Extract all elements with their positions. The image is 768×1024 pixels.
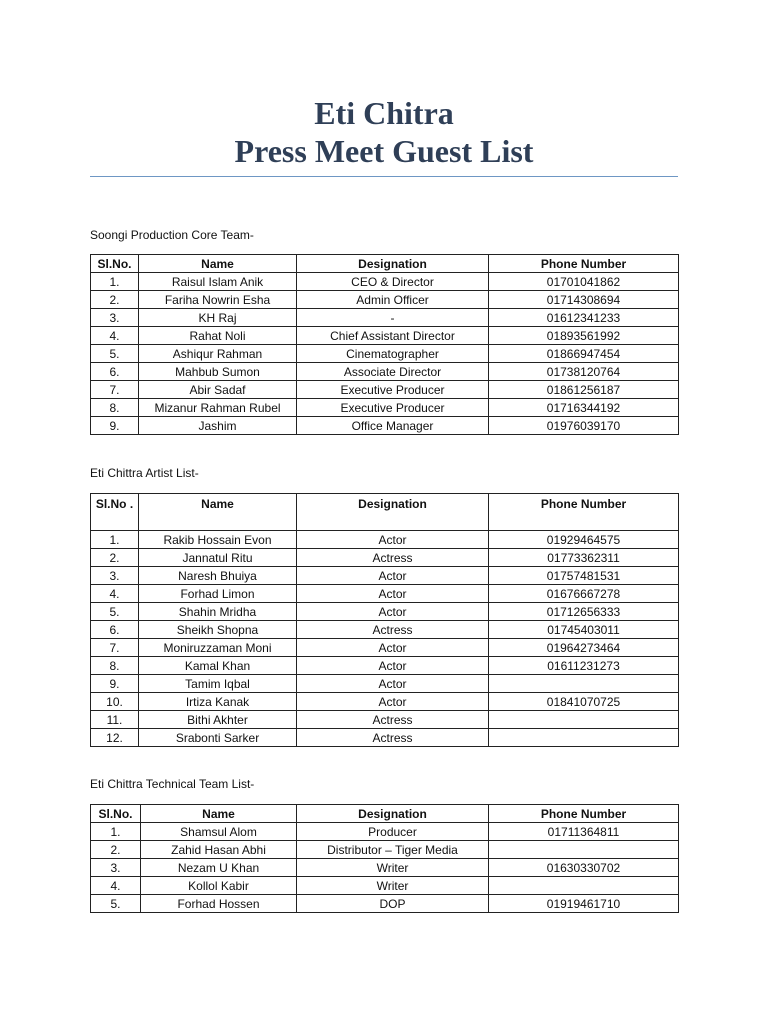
table-row: [91, 273, 679, 291]
cell-slno: 5.: [91, 895, 141, 913]
cell-name: Nezam U Khan: [141, 859, 297, 877]
table-row: [91, 309, 679, 327]
cell-designation: Writer: [297, 859, 489, 877]
cell-phone: 01745403011: [489, 621, 679, 639]
table-row: [91, 895, 679, 913]
cell-phone: 01611231273: [489, 657, 679, 675]
cell-phone: [489, 841, 679, 859]
column-header-phone: Phone Number: [489, 494, 679, 531]
table-row: [91, 841, 679, 859]
cell-designation: CEO & Director: [297, 273, 489, 291]
cell-slno: 7.: [91, 639, 139, 657]
cell-phone: 01701041862: [489, 273, 679, 291]
cell-name: Jannatul Ritu: [139, 549, 297, 567]
table-row: [91, 549, 679, 567]
cell-phone: 01919461710: [489, 895, 679, 913]
cell-designation: Writer: [297, 877, 489, 895]
cell-designation: Cinematographer: [297, 345, 489, 363]
cell-name: Kollol Kabir: [141, 877, 297, 895]
document-title: Eti Chitra: [314, 95, 454, 131]
cell-designation: Actor: [297, 567, 489, 585]
table-row: [91, 291, 679, 309]
table-row: [91, 657, 679, 675]
section-heading-technical-team: Eti Chittra Technical Team List-: [90, 777, 255, 791]
cell-slno: 10.: [91, 693, 139, 711]
table-row: [91, 381, 679, 399]
cell-designation: Actress: [297, 711, 489, 729]
cell-name: Mahbub Sumon: [139, 363, 297, 381]
cell-phone: 01929464575: [489, 531, 679, 549]
column-header-name: Name: [139, 494, 297, 531]
cell-slno: 5.: [91, 603, 139, 621]
cell-designation: Actor: [297, 657, 489, 675]
artist-list-table: [90, 493, 679, 747]
cell-phone: 01893561992: [489, 327, 679, 345]
cell-phone: 01964273464: [489, 639, 679, 657]
cell-name: Shamsul Alom: [141, 823, 297, 841]
cell-designation: Actor: [297, 639, 489, 657]
column-header-name: Name: [139, 255, 297, 273]
cell-slno: 9.: [91, 675, 139, 693]
column-header-designation: Designation: [297, 494, 489, 531]
cell-name: Rahat Noli: [139, 327, 297, 345]
table-row: [91, 417, 679, 435]
cell-slno: 5.: [91, 345, 139, 363]
table-row: [91, 711, 679, 729]
table-row: [91, 585, 679, 603]
table-row: [91, 693, 679, 711]
document-subtitle: Press Meet Guest List: [234, 133, 534, 169]
table-row: [91, 729, 679, 747]
column-header-slno: Sl.No.: [91, 255, 139, 273]
cell-name: Rakib Hossain Evon: [139, 531, 297, 549]
technical-team-table: [90, 804, 679, 913]
cell-designation: Actor: [297, 603, 489, 621]
cell-phone: [489, 729, 679, 747]
section-heading-core-team: Soongi Production Core Team-: [90, 228, 254, 242]
column-header-phone: Phone Number: [489, 805, 679, 823]
cell-name: Naresh Bhuiya: [139, 567, 297, 585]
table-row: [91, 363, 679, 381]
table-row: [91, 567, 679, 585]
cell-slno: 8.: [91, 657, 139, 675]
cell-phone: 01841070725: [489, 693, 679, 711]
cell-designation: Office Manager: [297, 417, 489, 435]
cell-slno: 2.: [91, 841, 141, 859]
cell-name: Jashim: [139, 417, 297, 435]
cell-phone: 01866947454: [489, 345, 679, 363]
cell-designation: Actor: [297, 693, 489, 711]
cell-slno: 4.: [91, 327, 139, 345]
table-header-row: [91, 805, 679, 823]
cell-name: Fariha Nowrin Esha: [139, 291, 297, 309]
cell-name: Zahid Hasan Abhi: [141, 841, 297, 859]
cell-slno: 6.: [91, 363, 139, 381]
column-header-designation: Designation: [297, 255, 489, 273]
cell-slno: 3.: [91, 309, 139, 327]
column-header-name: Name: [141, 805, 297, 823]
cell-phone: [489, 675, 679, 693]
cell-phone: 01861256187: [489, 381, 679, 399]
table-header-row: [91, 494, 679, 531]
core-team-table: [90, 254, 679, 435]
cell-designation: Executive Producer: [297, 399, 489, 417]
cell-name: Bithi Akhter: [139, 711, 297, 729]
cell-designation: Actress: [297, 621, 489, 639]
column-header-slno: Sl.No.: [91, 805, 141, 823]
cell-phone: [489, 711, 679, 729]
cell-slno: 8.: [91, 399, 139, 417]
table-row: [91, 345, 679, 363]
cell-designation: Actress: [297, 729, 489, 747]
column-header-phone: Phone Number: [489, 255, 679, 273]
cell-name: Srabonti Sarker: [139, 729, 297, 747]
cell-designation: Distributor – Tiger Media: [297, 841, 489, 859]
cell-name: Tamim Iqbal: [139, 675, 297, 693]
table-row: [91, 823, 679, 841]
cell-slno: 1.: [91, 273, 139, 291]
table-header-row: [91, 255, 679, 273]
cell-name: Mizanur Rahman Rubel: [139, 399, 297, 417]
cell-slno: 6.: [91, 621, 139, 639]
cell-slno: 1.: [91, 823, 141, 841]
cell-phone: 01712656333: [489, 603, 679, 621]
table-row: [91, 399, 679, 417]
cell-phone: 01716344192: [489, 399, 679, 417]
cell-name: Shahin Mridha: [139, 603, 297, 621]
cell-phone: 01630330702: [489, 859, 679, 877]
cell-phone: 01612341233: [489, 309, 679, 327]
section-heading-artist-list: Eti Chittra Artist List-: [90, 466, 199, 480]
cell-designation: DOP: [297, 895, 489, 913]
cell-slno: 4.: [91, 877, 141, 895]
table-row: [91, 675, 679, 693]
cell-name: Raisul Islam Anik: [139, 273, 297, 291]
cell-phone: 01714308694: [489, 291, 679, 309]
cell-phone: 01738120764: [489, 363, 679, 381]
cell-name: Forhad Limon: [139, 585, 297, 603]
cell-designation: Executive Producer: [297, 381, 489, 399]
column-header-slno: Sl.No .: [91, 494, 139, 531]
cell-phone: 01773362311: [489, 549, 679, 567]
cell-phone: 01976039170: [489, 417, 679, 435]
cell-slno: 4.: [91, 585, 139, 603]
cell-slno: 12.: [91, 729, 139, 747]
cell-name: Moniruzzaman Moni: [139, 639, 297, 657]
cell-designation: Actor: [297, 585, 489, 603]
cell-slno: 2.: [91, 291, 139, 309]
cell-slno: 1.: [91, 531, 139, 549]
table-row: [91, 531, 679, 549]
cell-designation: Producer: [297, 823, 489, 841]
cell-designation: Admin Officer: [297, 291, 489, 309]
cell-designation: Actor: [297, 675, 489, 693]
cell-name: Kamal Khan: [139, 657, 297, 675]
cell-name: Sheikh Shopna: [139, 621, 297, 639]
table-row: [91, 603, 679, 621]
cell-name: Irtiza Kanak: [139, 693, 297, 711]
cell-designation: Actor: [297, 531, 489, 549]
table-row: [91, 877, 679, 895]
cell-name: Ashiqur Rahman: [139, 345, 297, 363]
cell-name: Forhad Hossen: [141, 895, 297, 913]
cell-name: KH Raj: [139, 309, 297, 327]
cell-slno: 7.: [91, 381, 139, 399]
cell-slno: 3.: [91, 859, 141, 877]
cell-designation: Actress: [297, 549, 489, 567]
table-row: [91, 621, 679, 639]
cell-name: Abir Sadaf: [139, 381, 297, 399]
cell-slno: 2.: [91, 549, 139, 567]
cell-phone: [489, 877, 679, 895]
cell-phone: 01676667278: [489, 585, 679, 603]
cell-phone: 01711364811: [489, 823, 679, 841]
cell-phone: 01757481531: [489, 567, 679, 585]
table-row: [91, 639, 679, 657]
cell-slno: 11.: [91, 711, 139, 729]
column-header-designation: Designation: [297, 805, 489, 823]
table-row: [91, 859, 679, 877]
table-row: [91, 327, 679, 345]
title-divider: [90, 176, 678, 177]
cell-slno: 3.: [91, 567, 139, 585]
cell-designation: Chief Assistant Director: [297, 327, 489, 345]
cell-slno: 9.: [91, 417, 139, 435]
cell-designation: -: [297, 309, 489, 327]
cell-designation: Associate Director: [297, 363, 489, 381]
